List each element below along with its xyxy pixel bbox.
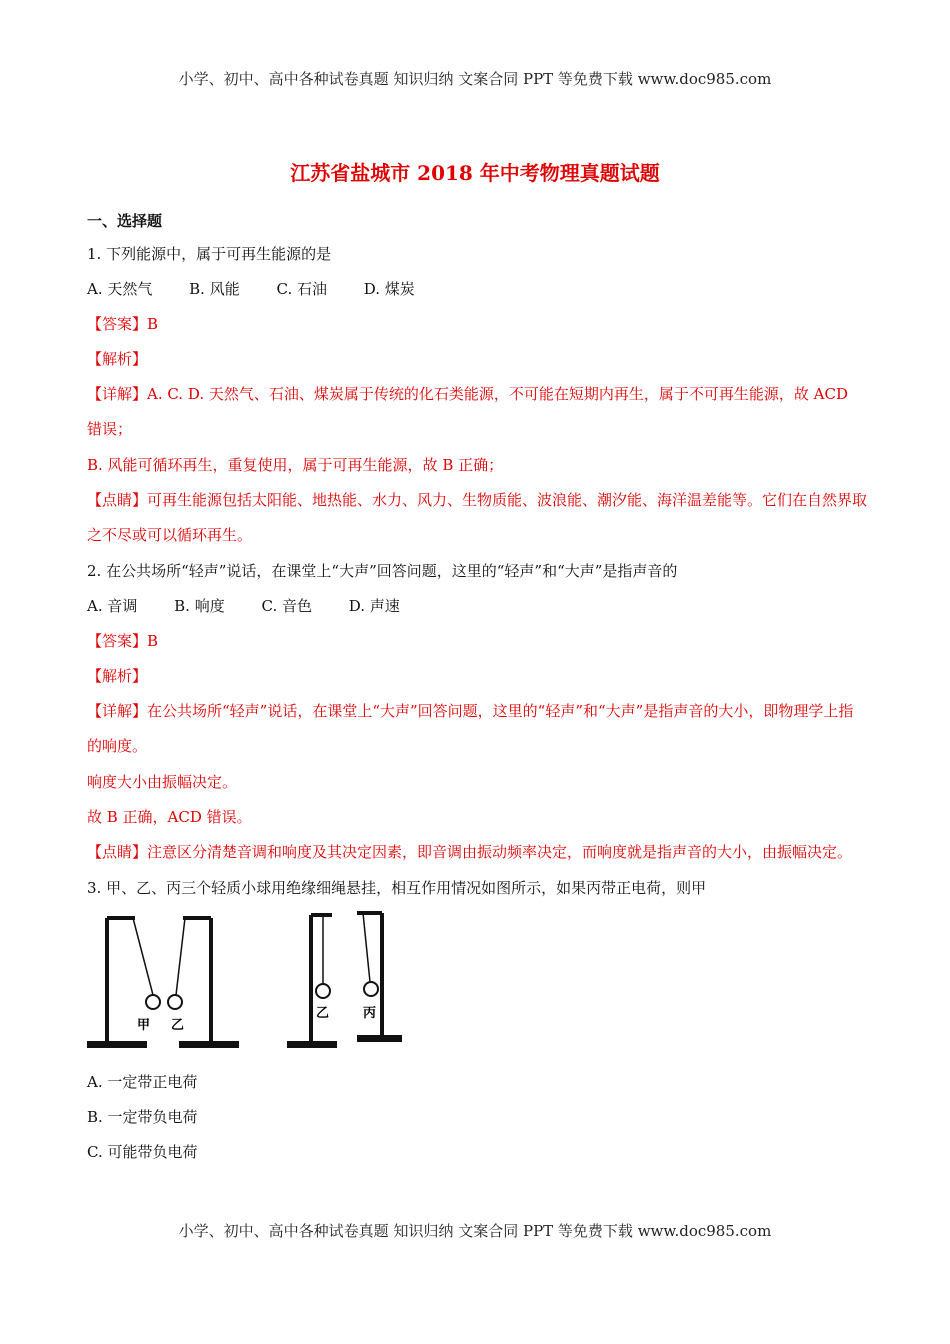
- page-header: 小学、初中、高中各种试卷真题 知识归纳 文案合同 PPT 等免费下载 www.doc985.com: [178, 70, 772, 88]
- question-1-options: [87, 279, 867, 299]
- analysis-heading: 【解析】: [87, 667, 148, 685]
- option: A. 音调: [87, 597, 138, 615]
- detail: 【详解】在公共场所“轻声”说话，在课堂上“大声”回答问题，这里的“轻声”和“大声”是指声音的大小，即物理学上指的响度。: [87, 702, 854, 755]
- question-3: 3. 甲、乙、丙三个轻质小球用绝缘细绳悬挂，相互作用情况如图所示，如果丙带正电荷，则甲: [87, 879, 707, 897]
- question-2-options: [87, 596, 867, 616]
- analysis-heading: 【解析】: [87, 350, 148, 368]
- pendulum-diagram: [87, 911, 417, 1056]
- note: 【点睛】注意区分清楚音调和响度及其决定因素，即音调由振动频率决定，而响度就是指声音的大小，由振幅决定。: [87, 843, 853, 861]
- document-body: [87, 244, 867, 1177]
- answer: 【答案】B: [87, 632, 159, 650]
- option: C. 石油: [276, 280, 327, 298]
- document-title: 江苏省盐城市 2018 年中考物理真题试题: [290, 161, 660, 185]
- detail: B. 风能可循环再生，重复使用，属于可再生能源，故 B 正确；: [87, 456, 504, 474]
- detail: 响度大小由振幅决定。: [87, 773, 238, 791]
- detail: 故 B 正确，ACD 错误。: [87, 808, 252, 826]
- label-jia: 甲: [137, 1018, 151, 1033]
- label-yi: 乙: [171, 1018, 185, 1033]
- note: 【点睛】可再生能源包括太阳能、地热能、水力、风力、生物质能、波浪能、潮汐能、海洋温差能等。它们在自然界取之不尽或可以循环再生。: [87, 491, 868, 544]
- page-footer: 小学、初中、高中各种试卷真题 知识归纳 文案合同 PPT 等免费下载 www.doc985.com: [178, 1222, 772, 1240]
- option: B. 一定带负电荷: [87, 1108, 198, 1126]
- question-2: 2. 在公共场所“轻声”说话，在课堂上“大声”回答问题，这里的“轻声”和“大声”是指声音的: [87, 562, 678, 580]
- option: A. 天然气: [87, 280, 153, 298]
- option: C. 可能带负电荷: [87, 1143, 198, 1161]
- detail: 【详解】A. C. D. 天然气、石油、煤炭属于传统的化石类能源，不可能在短期内再生，属于不可再生能源，故 ACD 错误；: [87, 385, 848, 438]
- label-bing: 丙: [363, 1006, 377, 1021]
- option: B. 风能: [189, 280, 240, 298]
- option: A. 一定带正电荷: [87, 1073, 198, 1091]
- option: D. 煤炭: [363, 280, 415, 298]
- pendulum-figure: [87, 911, 867, 1056]
- option: B. 响度: [174, 597, 225, 615]
- option: C. 音色: [261, 597, 312, 615]
- label-yi: 乙: [316, 1006, 330, 1021]
- option: D. 声速: [348, 597, 400, 615]
- section-heading: 一、选择题: [87, 212, 163, 230]
- question-1: 1. 下列能源中，属于可再生能源的是: [87, 245, 332, 263]
- answer: 【答案】B: [87, 315, 159, 333]
